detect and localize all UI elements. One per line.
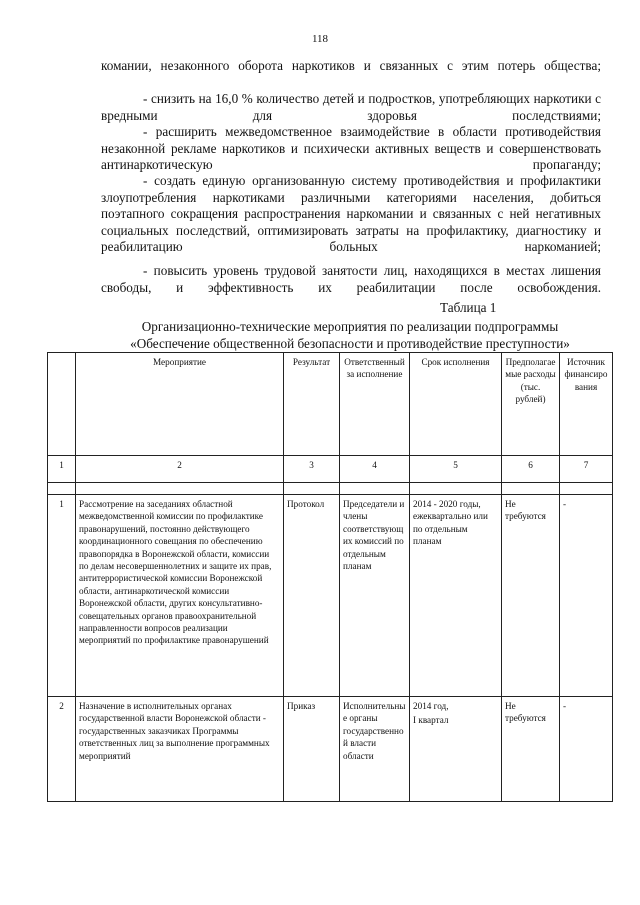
row-source: - [560,495,613,697]
paragraph-1: комании, незаконного оборота наркотиков и связанных с этим потерь общества; [101,58,601,73]
header-costs: Предполагаемые расходы (тыс. рублей) [502,353,560,456]
row-number: 1 [48,495,76,697]
row-number: 2 [48,697,76,802]
table-column-numbers-row [48,456,613,483]
header-result: Результат [284,353,340,456]
table-title-line-2: «Обеспечение общественной безопасности и противодействие преступности» [130,336,570,351]
row-responsible: Исполнительные органы государственной власти области [340,697,410,802]
header-event: Мероприятие [76,353,284,456]
row-costs: Не требуются [502,495,560,697]
row-term-year: 2014 год, [413,701,449,711]
paragraph-4: - создать единую организованную систему противодействия и профилактики злоупотребления наркотиками различными категориями населения, добиться поэтапного сокращения распространения наркомании и связанных с ней негативных социальных последствий, оптимизировать затраты на профилактику, диагностику и реабилитацию больных наркоманией; [101,173,601,254]
gap-cell [502,483,560,495]
row-responsible: Председатели и члены соответствующих комиссий по отдельным планам [340,495,410,697]
row-term-quarter: I квартал [413,715,449,726]
header-source: Источник финансирования [560,353,613,456]
column-number: 5 [410,456,502,483]
gap-cell [560,483,613,495]
events-table [47,352,613,802]
row-costs: Не требуются [502,697,560,802]
column-number: 3 [284,456,340,483]
column-number: 4 [340,456,410,483]
column-number: 7 [560,456,613,483]
table-header-row [48,353,613,456]
column-number: 1 [48,456,76,483]
row-term: 2014 - 2020 годы, ежеквартально или по отдельным планам [410,495,502,697]
row-event: Рассмотрение на заседаниях областной межведомственной комиссии по профилактике правонарушений, постоянно действующего координационного совещания по обеспечению правопорядка в Воронежской области, комиссии по делам несовершеннолетних и защите их прав, антитеррористической комиссии Воронежской области, антинаркотической комиссии Воронежской области, других консультативно-совещательных органов правоохранительной направленности вопросов реализации мероприятий по профилактике правонарушений [76,495,284,697]
table-label: Таблица 1 [440,300,497,315]
column-number: 6 [502,456,560,483]
page-number: 118 [311,33,329,45]
header-responsible: Ответственный за исполнение [340,353,410,456]
table-row [48,495,613,697]
paragraph-3: - расширить межведомственное взаимодействие в области противодействия незаконной рекламе наркотиков и психически активных веществ и совершенствовать антинаркотическую пропаганду; [101,124,601,172]
gap-cell [48,483,76,495]
row-event: Назначение в исполнительных органах государственной власти Воронежской области - государственных заказчиках Программы ответственных лиц за выполнение программных мероприятий [76,697,284,802]
header-num [48,353,76,456]
table-row [48,697,613,802]
row-result: Протокол [284,495,340,697]
row-result: Приказ [284,697,340,802]
table-gap-row [48,483,613,495]
column-number: 2 [76,456,284,483]
paragraph-5: - повысить уровень трудовой занятости лиц, находящихся в местах лишения свободы, и эффективность их реабилитации после освобождения. [101,263,601,295]
gap-cell [76,483,284,495]
header-term: Срок исполнения [410,353,502,456]
table-title [100,318,600,352]
gap-cell [410,483,502,495]
row-source: - [560,697,613,802]
gap-cell [340,483,410,495]
table-title-line-1: Организационно-технические мероприятия по реализации подпрограммы [141,319,559,334]
gap-cell [284,483,340,495]
row-term [410,697,502,802]
paragraph-2: - снизить на 16,0 % количество детей и подростков, употребляющих наркотики с вредными для здоровья последствиями; [101,91,601,123]
